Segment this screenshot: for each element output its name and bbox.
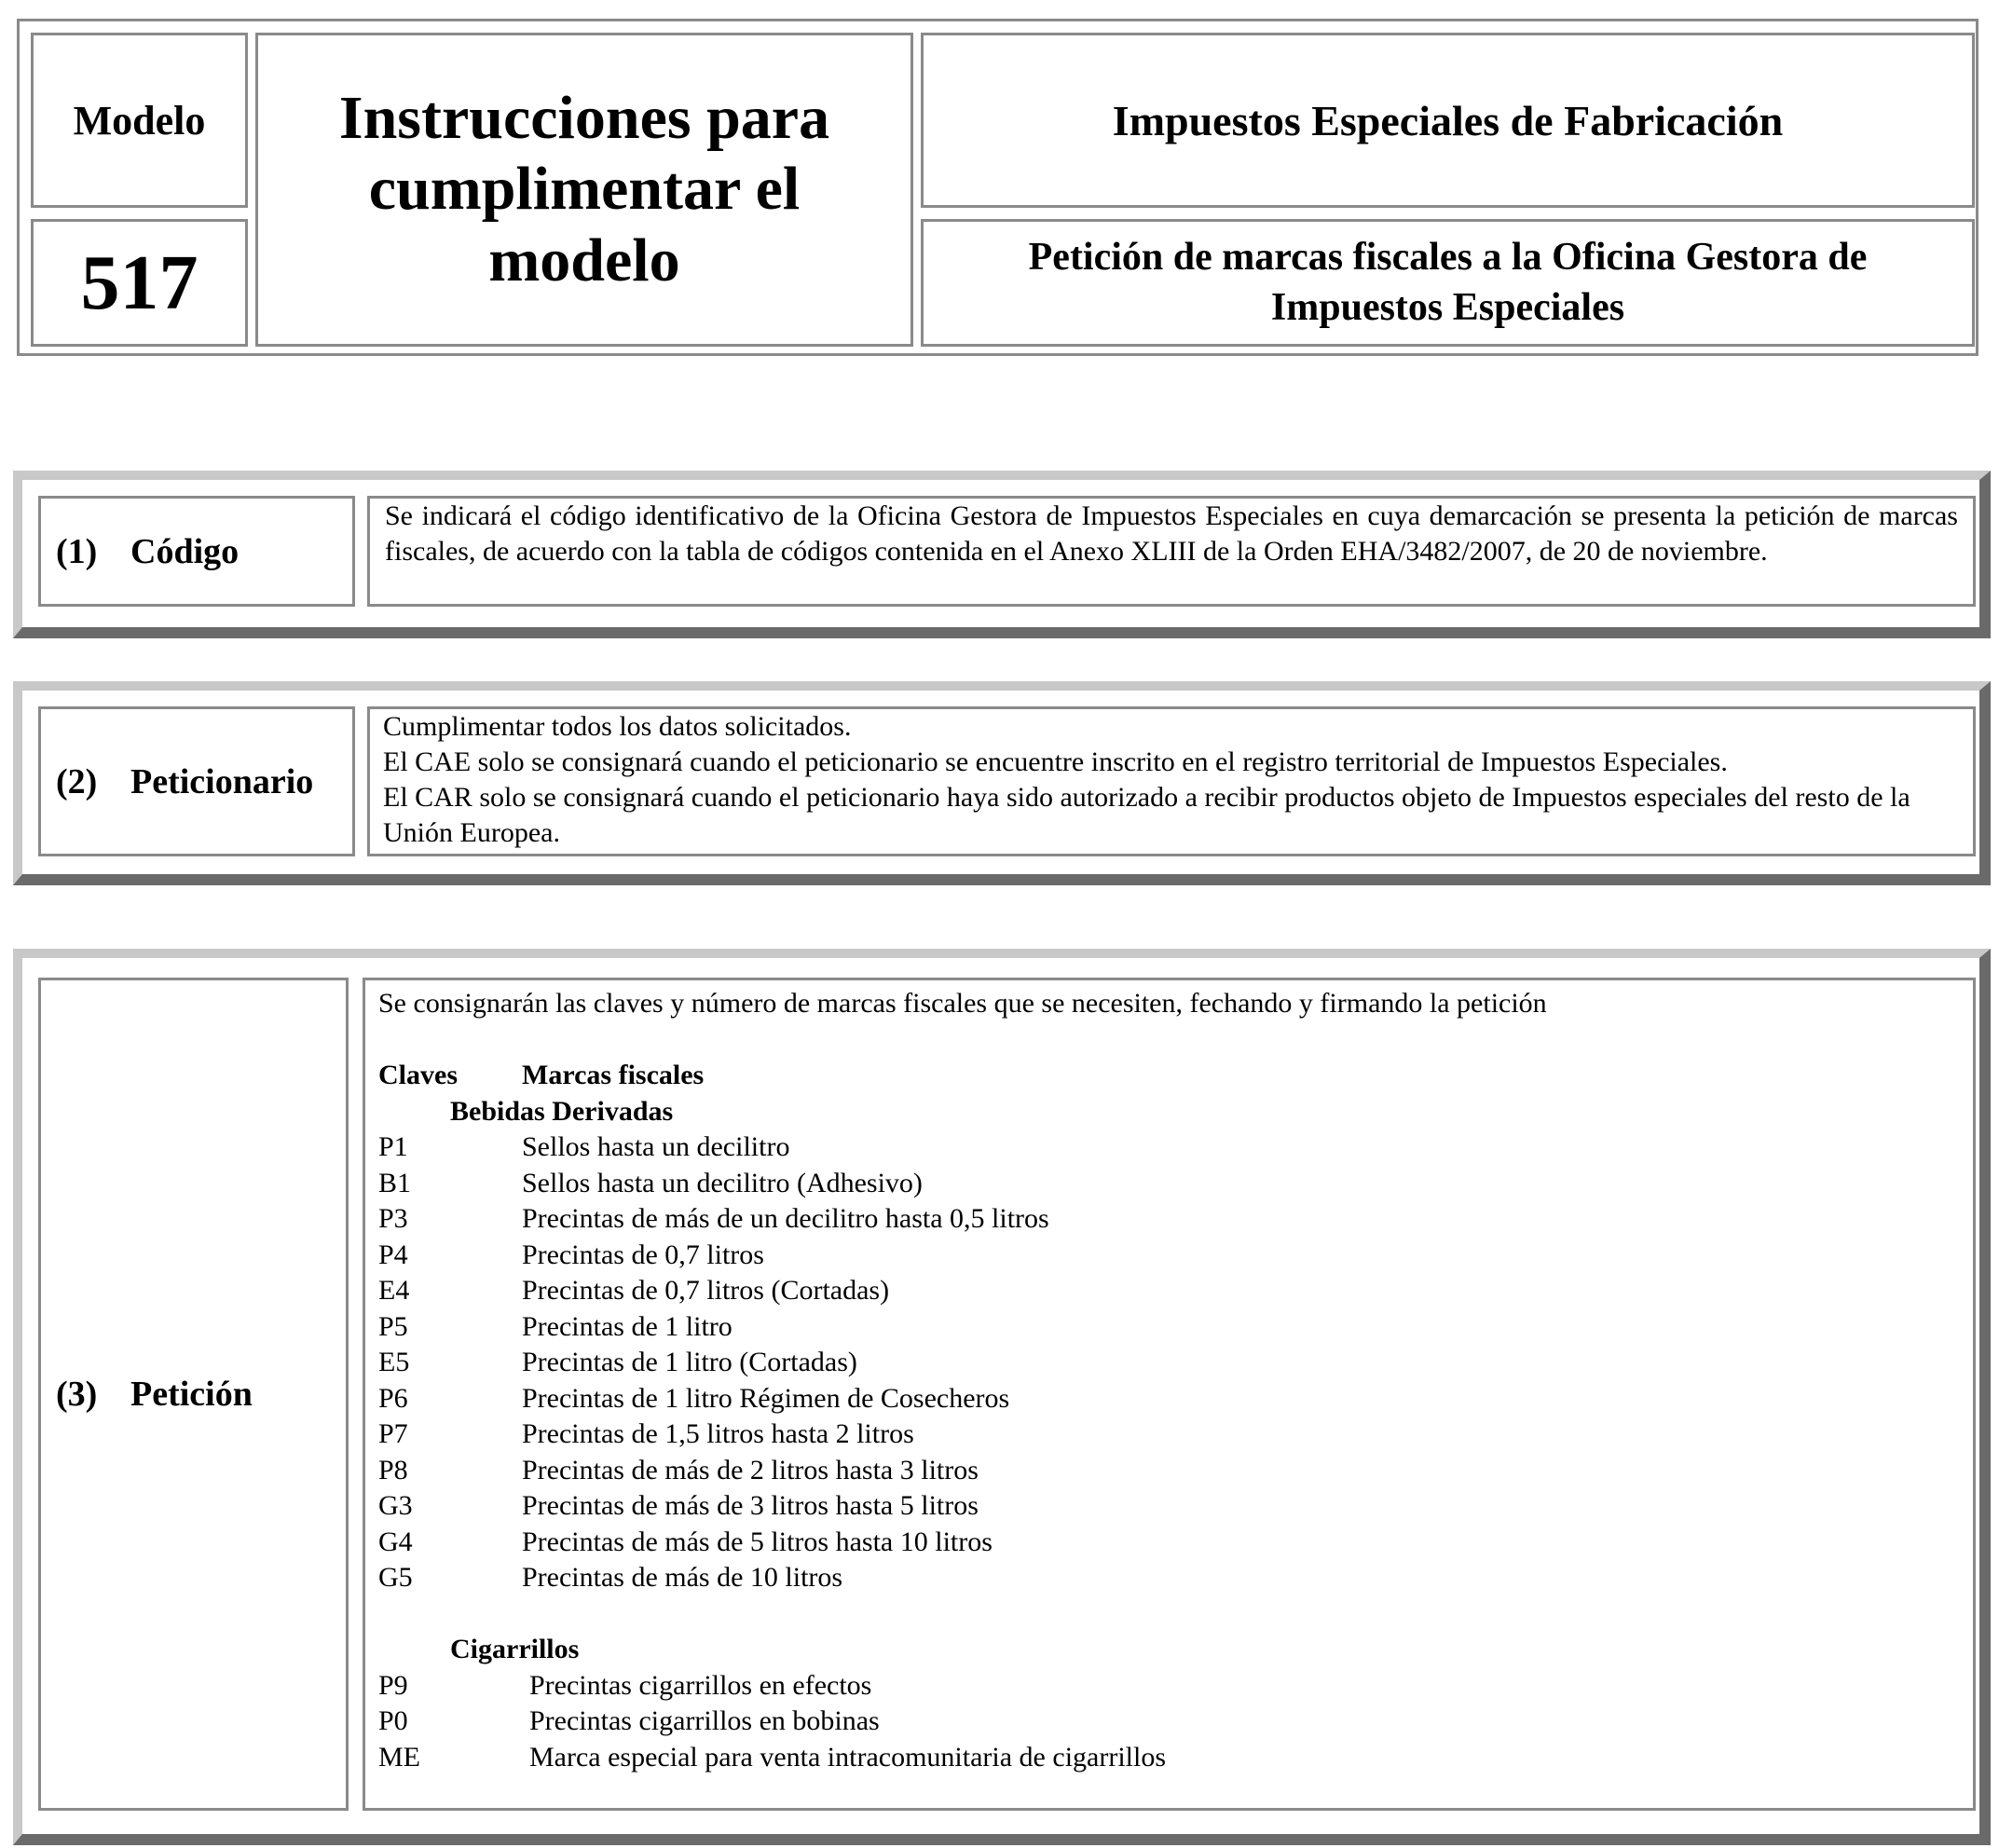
code: G4 [378,1526,413,1557]
section-number: (2) [56,761,98,801]
modelo-number: 517 [31,219,248,347]
code-desc: Precintas de más de 3 litros hasta 5 litros [522,1490,979,1521]
section-text [367,706,1976,856]
instructions-title [255,33,913,347]
code-desc: Precintas de más de 2 litros hasta 3 litros [522,1454,979,1485]
code: P5 [378,1310,408,1342]
code-row [378,1668,1960,1704]
code-row [378,1417,1960,1453]
section-label [38,706,355,856]
instructions-title-text: Instrucciones para cumplimentar el modelo [338,83,830,294]
code-desc: Precintas de 1,5 litros hasta 2 litros [522,1418,914,1449]
form-subtitle [921,219,1975,347]
section-label [38,978,349,1811]
group-heading: Cigarrillos [450,1634,580,1664]
code: E4 [378,1275,410,1306]
code-row [378,1704,1960,1740]
code-desc: Precintas de 0,7 litros (Cortadas) [522,1275,890,1306]
code-desc: Precintas de más de 10 litros [522,1562,843,1593]
tax-title: Impuestos Especiales de Fabricación [921,33,1975,208]
code: P0 [378,1705,408,1736]
code: B1 [378,1167,412,1198]
code-desc: Precintas de más de un decilitro hasta 0,5 litros [522,1203,1049,1234]
code-row [378,1488,1960,1525]
code-desc: Sellos hasta un decilitro (Adhesivo) [522,1167,923,1198]
code: P6 [378,1382,408,1414]
code-row [378,1129,1960,1166]
col-marcas: Marcas fiscales [522,1060,705,1090]
codes-header [378,1058,1960,1094]
code-row [378,1201,1960,1238]
code-row [378,1273,1960,1309]
section-text: Se indicará el código identificativo de la Oficina Gestora de Impuestos Especiales en cuya demarcación se presenta la petición de marcas fiscales, de acuerdo con la tabla de códigos contenida en el Anexo XLIII de la Orden EHA/3482/2007, de 20 de noviembre. [367,496,1976,607]
code: P4 [378,1239,408,1270]
intro-text: Se consignarán las claves y número de marcas fiscales que se necesiten, fechando y firmando la petición [378,988,1547,1019]
code: P8 [378,1454,408,1485]
form-subtitle-text: Petición de marcas fiscales a la Oficina Gestora de Impuestos Especiales [1028,235,1868,329]
section-codigo [13,471,1991,638]
code: P1 [378,1131,408,1162]
code-desc: Precintas de 1 litro (Cortadas) [522,1347,857,1377]
section-label [38,496,355,607]
code-desc: Precintas cigarrillos en efectos [529,1669,872,1701]
section-title: Petición [130,1375,253,1414]
code: E5 [378,1347,410,1377]
code-desc: Precintas cigarrillos en bobinas [529,1705,880,1736]
paragraph: El CAR solo se consignará cuando el peticionario haya sido autorizado a recibir productos objeto de Impuestos especiales del resto de la Unión Europea. [383,782,1910,848]
section-text [363,978,1976,1811]
col-claves: Claves [378,1060,458,1090]
form-header [17,19,1978,356]
code: G5 [378,1562,413,1593]
section-number: (1) [56,531,98,571]
code-row [378,1345,1960,1381]
code-desc: Precintas de más de 5 litros hasta 10 litros [522,1526,993,1557]
section-peticionario [13,681,1991,885]
code-row [378,1238,1960,1274]
code-desc: Precintas de 1 litro Régimen de Cosecheros [522,1382,1010,1414]
modelo-label: Modelo [31,33,248,208]
code: P7 [378,1418,408,1449]
section-title: Peticionario [130,761,314,801]
code-row [378,1453,1960,1489]
code-desc: Precintas de 1 litro [522,1310,733,1342]
code-row [378,1309,1960,1346]
code: P9 [378,1669,408,1701]
code-row [378,1560,1960,1596]
section-number: (3) [56,1375,98,1414]
code: P3 [378,1203,408,1234]
code: G3 [378,1490,413,1521]
group-heading: Bebidas Derivadas [450,1095,674,1127]
section-title: Código [130,531,240,571]
code-desc: Marca especial para venta intracomunitaria de cigarrillos [529,1741,1166,1773]
code-desc: Sellos hasta un decilitro [522,1131,790,1162]
code-row [378,1525,1960,1561]
section-peticion [13,949,1991,1845]
code-row [378,1166,1960,1202]
paragraph: Cumplimentar todos los datos solicitados. [383,711,852,742]
paragraph: El CAE solo se consignará cuando el peticionario se encuentre inscrito en el registro territorial de Impuestos Especiales. [383,746,1728,777]
code-row [378,1381,1960,1417]
code-row [378,1740,1960,1776]
code-desc: Precintas de 0,7 litros [522,1239,764,1270]
code: ME [378,1741,420,1773]
